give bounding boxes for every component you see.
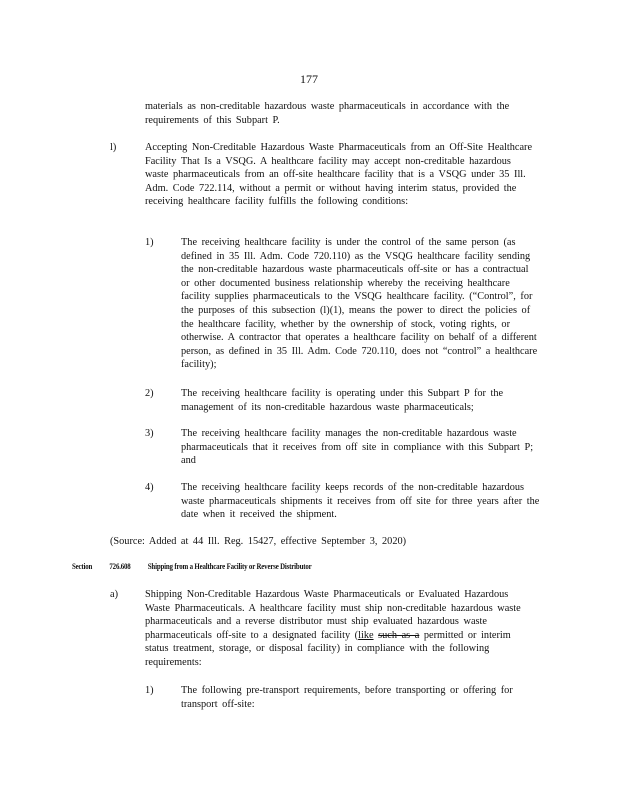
condition-3-text: The receiving healthcare facility manages the non-creditable hazardous waste pharmaceuticals that it receives from off site in compliance with this Subpart P; and [181, 428, 534, 467]
section-word: Section [72, 562, 93, 571]
item-l-label: l) [110, 142, 117, 153]
condition-2-label: 2) [145, 388, 154, 399]
sub-1-text: The following pre-transport requirements, before transporting or offering for transport off-site: [181, 685, 513, 710]
continuation-text: materials as non-creditable hazardous waste pharmaceuticals in accordance with the requirements of this Subpart P. [145, 101, 510, 126]
source-note: (Source: Added at 44 Ill. Reg. 15427, effective September 3, 2020) [110, 536, 407, 547]
sub-1-label: 1) [145, 685, 154, 696]
condition-4-text: The receiving healthcare facility keeps records of the non-creditable hazardous waste pharmaceuticals shipments it receives from off site for three years after the date when it received the shipment. [181, 482, 540, 521]
page-number: 177 [300, 72, 318, 86]
section-number: 726.608 [109, 562, 131, 571]
item-a-deleted-text: such as a [378, 629, 420, 641]
condition-2-text: The receiving healthcare facility is operating under this Subpart P for the management of its non-creditable hazardous waste pharmaceuticals; [181, 388, 504, 413]
condition-3-label: 3) [145, 428, 154, 439]
item-l-text: Accepting Non-Creditable Hazardous Waste Pharmaceuticals from an Off-Site Healthcare Facility That Is a VSQG. A healthcare facility may accept non-creditable hazardous waste pharmaceuticals from an off-site healthcare facility that is a VSQG under 35 Ill. Adm. Code 722.114, without a permit or without having interim status, provided the receiving healthcare facility fulfills the following conditions: [145, 142, 533, 208]
condition-1-text: The receiving healthcare facility is under the control of the same person (as defined in 35 Ill. Adm. Code 720.110) as the VSQG healthcare facility sending the non-creditable hazardous waste pharmaceuticals off-site or has a contractual or other documented business relationship whereby the receiving healthcare facility supplies pharmaceuticals to the VSQG healthcare facility. (“Control”, for the purposes of this subsection (l)(1), means the power to direct the policies of the healthcare facility, whether by the ownership of stock, voting rights, or otherwise. A contractor that operates a healthcare facility on behalf of a different person, as defined in 35 Ill. Adm. Code 720.110, does not “control” a healthcare facility); [181, 237, 538, 371]
item-a-text [145, 588, 537, 670]
section-title: Shipping from a Healthcare Facility or Reverse Distributor [147, 562, 312, 571]
condition-1-label: 1) [145, 237, 154, 248]
condition-4-label: 4) [145, 482, 154, 493]
item-a-inserted-text: like [358, 629, 374, 641]
item-a-label: a) [110, 589, 118, 600]
item-a-text-after: permitted or interim status treatment, storage, or disposal facility) in compliance with the following requirements: [145, 629, 511, 668]
item-a-text-before: Shipping Non-Creditable Hazardous Waste Pharmaceuticals or Evaluated Hazardous Waste Pharmaceuticals. A healthcare facility must ship non-creditable hazardous waste pharmaceuticals and a reverse distributor must ship evaluated hazardous waste pharmaceuticals off-site to a designated facility ( [145, 589, 521, 641]
section-heading [72, 562, 329, 571]
